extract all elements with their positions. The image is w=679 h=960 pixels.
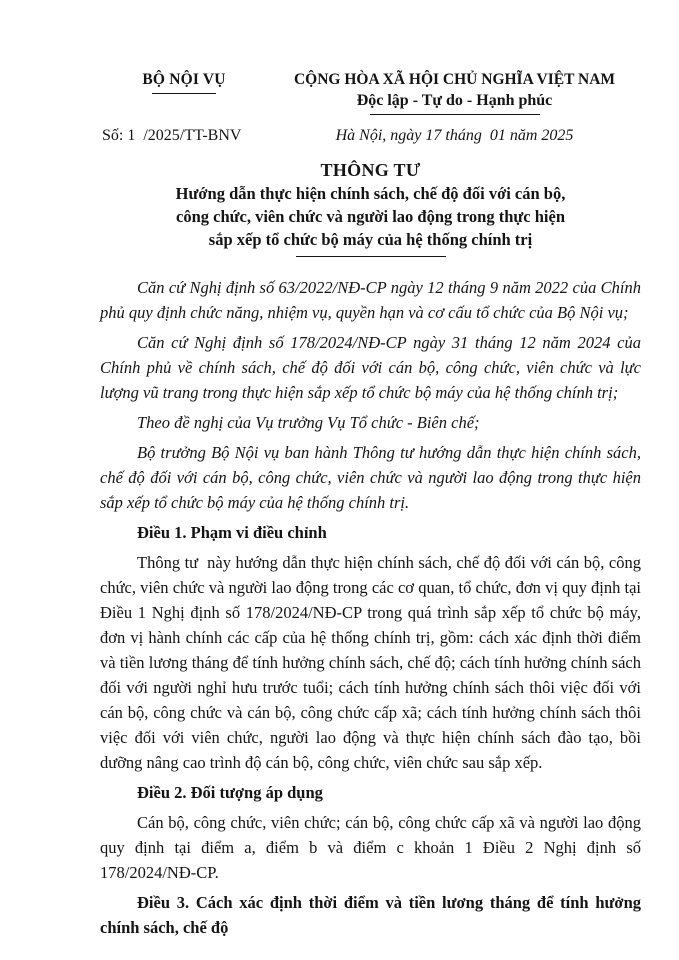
national-motto-block: [268, 70, 641, 115]
preamble-section: [100, 275, 646, 515]
article-2-body: Cán bộ, công chức, viên chức; cán bộ, công chức cấp xã và người lao động quy định tại điểm a, điểm b và điểm c khoản 1 Điều 2 Nghị định số 178/2024/NĐ-CP.: [100, 813, 646, 882]
article-2-heading: Điều 2. Đối tượng áp dụng: [137, 783, 323, 802]
article-3-heading: Điều 3. Cách xác định thời điểm và tiền lương tháng để tính hưởng chính sách, chế độ: [100, 893, 641, 937]
article-2: [100, 780, 646, 885]
number-date-row: [100, 126, 641, 146]
preamble-paragraph: Bộ trưởng Bộ Nội vụ ban hành Thông tư hướng dẫn thực hiện chính sách, chế độ đối với cán bộ, công chức, viên chức và người lao động trong thực hiện sắp xếp tổ chức bộ máy của hệ thống chính trị.: [100, 443, 646, 512]
title-rule: [296, 256, 446, 257]
article-1-heading: Điều 1. Phạm vi điều chỉnh: [137, 523, 327, 542]
document-title-line-3: sắp xếp tổ chức bộ máy của hệ thống chính trị: [208, 230, 533, 249]
preamble-paragraph: Theo đề nghị của Vụ trưởng Vụ Tổ chức - Biên chế;: [137, 413, 480, 432]
place-and-date: Hà Nội, ngày 17 tháng 01 năm 2025: [335, 127, 574, 144]
issuing-org-block: [100, 70, 268, 94]
title-block: [100, 159, 641, 257]
preamble-paragraph: Căn cứ Nghị định số 178/2024/NĐ-CP ngày 31 tháng 12 năm 2024 của Chính phủ về chính sách, chế độ đối với cán bộ, công chức, viên chức và lực lượng vũ trang trong thực hiện sắp xếp tổ chức bộ máy của hệ thống chính trị;: [100, 333, 646, 402]
national-motto-rule: [370, 114, 540, 115]
article-3: [100, 890, 641, 940]
article-1-body: Thông tư này hướng dẫn thực hiện chính sách, chế độ đối với cán bộ, công chức, viên chức và người lao động trong các cơ quan, tổ chức, đơn vị quy định tại Điều 1 Nghị định số 178/2024/NĐ-CP trong quá trình sắp xếp tổ chức bộ máy, đơn vị hành chính các cấp của hệ thống chính trị, gồm: cách xác định thời điểm và tiền lương tháng để tính hưởng chính sách, chế độ; cách tính hưởng chính sách đối với người nghỉ hưu trước tuổi; cách tính hưởng chính sách thôi việc đối với cán bộ, công chức và cán bộ, công chức cấp xã; cách tính hưởng chính sách thôi việc đối với viên chức, người lao động và thực hiện chính sách đào tạo, bồi dưỡng nâng cao trình độ cán bộ, công chức, viên chức sau sắp xếp.: [100, 553, 646, 772]
articles-section: [100, 520, 646, 940]
national-name: CỘNG HÒA XÃ HỘI CHỦ NGHĨA VIỆT NAM: [293, 71, 616, 88]
document-header: [100, 70, 641, 115]
article-1: [100, 520, 646, 775]
document-title-line-2: công chức, viên chức và người lao động trong thực hiện: [176, 207, 565, 226]
national-motto: Độc lập - Tự do - Hạnh phúc: [356, 92, 553, 109]
document-title-line-1: Hướng dẫn thực hiện chính sách, chế độ đối với cán bộ,: [175, 184, 566, 203]
issuing-org-rule: [152, 93, 216, 94]
document-number: Số: 1 /2025/TT-BNV: [102, 127, 242, 144]
document-type: THÔNG TƯ: [320, 160, 421, 180]
issuing-org-name: BỘ NỘI VỤ: [142, 71, 226, 88]
preamble-paragraph: Căn cứ Nghị định số 63/2022/NĐ-CP ngày 12 tháng 9 năm 2022 của Chính phủ quy định chức năng, nhiệm vụ, quyền hạn và cơ cấu tổ chức của Bộ Nội vụ;: [100, 278, 646, 322]
